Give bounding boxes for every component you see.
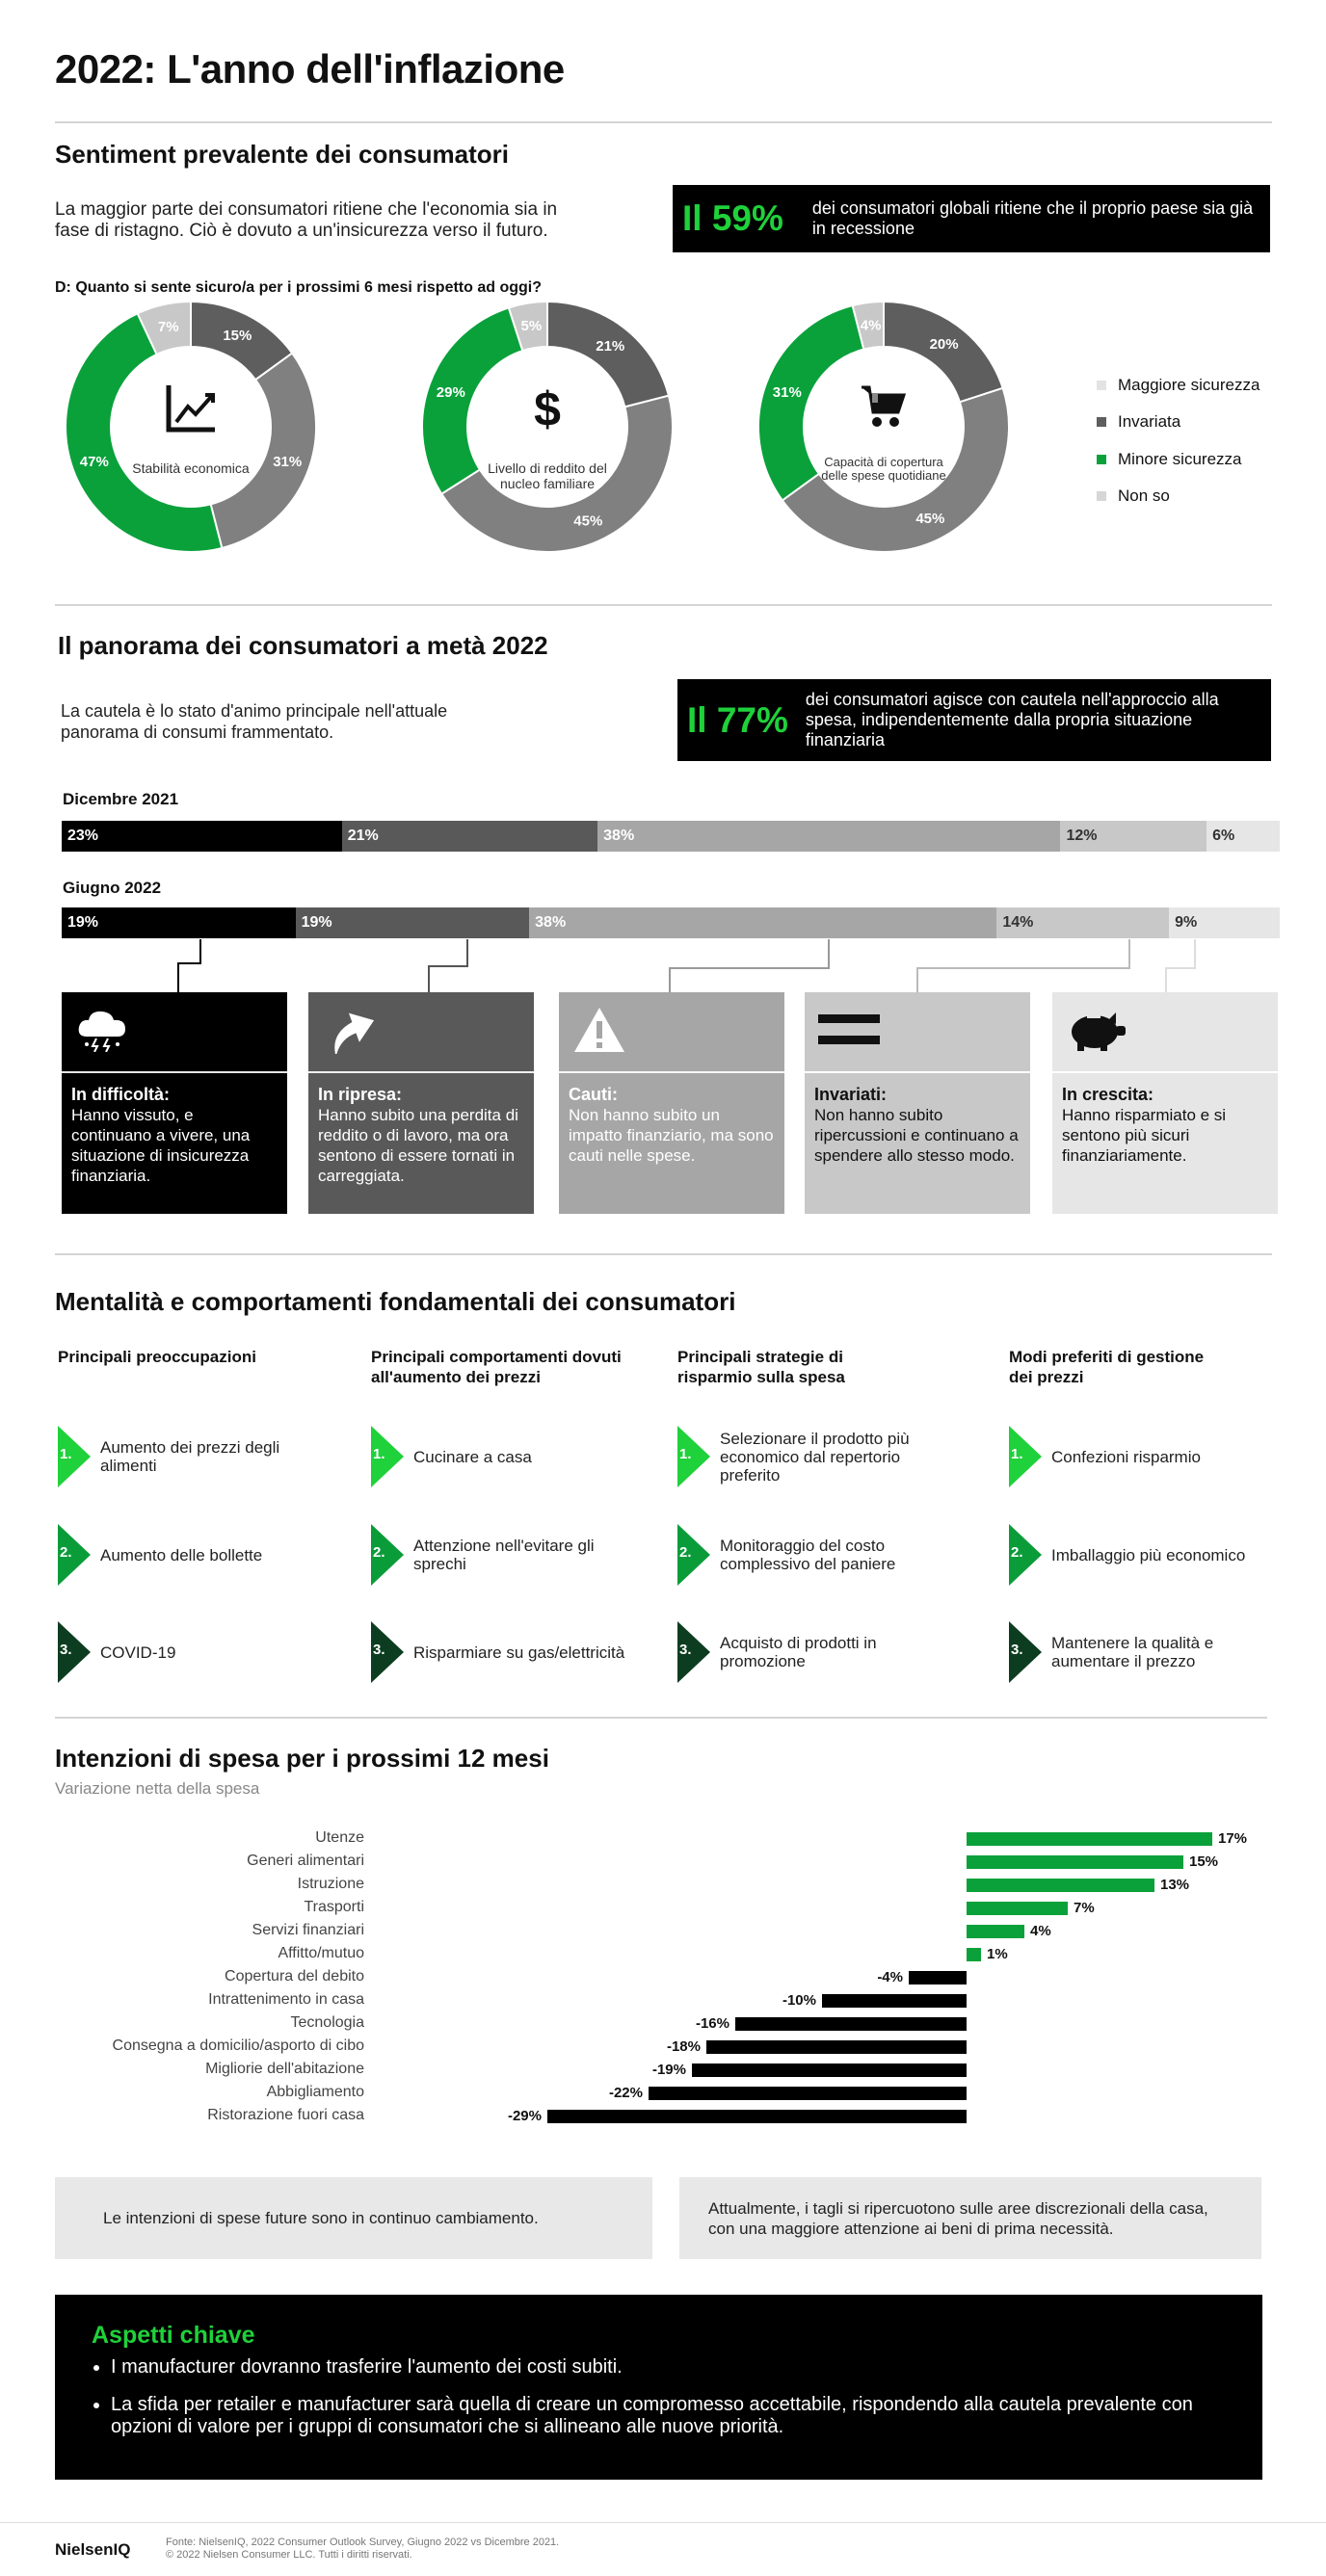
svg-text:$: $ [534,383,561,434]
category-label: Ristorazione fuori casa [207,2107,364,2123]
question: D: Quanto si sente sicuro/a per i prossimi 6 mesi rispetto ad oggi? [55,279,542,296]
source-text: Fonte: NielsenIQ, 2022 Consumer Outlook Survey, Giugno 2022 vs Dicembre 2021. [166,2537,560,2548]
spending-bar [967,1855,1183,1869]
card-title: In difficoltà: [71,1085,170,1104]
card-icon-area [559,992,784,1073]
rank-number: 1. [60,1446,72,1462]
bar-segment: 12% [1060,821,1207,852]
divider [55,1717,1267,1719]
donut-value-label: 4% [860,317,882,334]
donut-value-label: 7% [157,319,179,336]
panorama-intro: La cautela è lo stato d'animo principale nell'attuale panorama di consumi frammentato. [61,701,448,742]
rank-marker [58,1621,91,1683]
value-label: -19% [651,2062,686,2078]
spending-bar [649,2087,967,2100]
rank-text: Acquisto di prodotti in promozione [720,1634,877,1670]
category-label: Migliorie dell'abitazione [205,2061,364,2077]
footer-source [166,2537,559,2562]
category-label: Copertura del debito [225,1968,364,1985]
spending-bar [909,1971,967,1985]
bar-segment: 9% [1169,907,1280,938]
rank-item [1009,1426,1298,1487]
piggy-bank-icon [1066,1007,1127,1058]
column-heading: Principali strategie di risparmio sulla spesa [677,1348,845,1386]
stat-text: dei consumatori globali ritiene che il proprio paese sia già in recessione [811,198,1254,238]
mentality-heading: Mentalità e comportamenti fondamentali dei consumatori [55,1287,736,1316]
rank-marker [1009,1426,1042,1487]
connector-line [917,939,1129,992]
card-description: Hanno risparmiato e si sentono più sicuri finanziariamente. [1062,1106,1227,1165]
stat-value: Il 59% [682,198,783,238]
category-label: Utenze [315,1829,364,1846]
rank-marker [1009,1524,1042,1586]
rank-number: 2. [60,1544,72,1561]
card-title: In crescita: [1062,1085,1154,1104]
rank-item [677,1524,967,1586]
bar-segment: 19% [62,907,296,938]
rank-text: COVID-19 [100,1643,176,1662]
rank-text: Confezioni risparmio [1051,1447,1201,1466]
rank-marker [58,1426,91,1487]
donut-value-label: 31% [273,454,303,471]
value-label: -10% [782,1992,816,2009]
key-points [92,2356,1248,2454]
connector-lines [0,0,1326,1002]
card-description: Hanno vissuto, e continuano a vivere, una situazione di insicurezza finanziaria. [71,1106,251,1185]
rank-text: Cucinare a casa [413,1447,532,1466]
bar-segment: 23% [62,821,342,852]
bar-segment: 21% [342,821,597,852]
category-label: Servizi finanziari [252,1922,364,1938]
key-takeaways-box [55,2295,1262,2480]
value-label: -18% [666,2038,701,2055]
spending-bar [967,1879,1154,1892]
bar-segment: 6% [1207,821,1280,852]
connector-line [178,939,200,992]
arrow-up-icon [322,1006,380,1059]
key-point: • La sfida per retailer e manufacturer sarà quella di creare un compromesso accettabile, rispondendo alla cautela prevalente con opzioni di valore per i gruppi di consumatori che si allineano alle nuove priorità. [111,2394,1248,2438]
category-label: Generi alimentari [247,1853,364,1869]
sentiment-heading: Sentiment prevalente dei consumatori [55,140,510,169]
rank-number: 3. [60,1642,72,1658]
category-label: Consegna a domicilio/asporto di cibo [112,2037,364,2054]
divider [55,1253,1272,1255]
sentiment-intro: La maggior parte dei consumatori ritiene che l'economia sia in fase di ristagno. Ciò è dovuto a un'insicurezza verso il futuro. [55,199,558,241]
category-label: Abbigliamento [266,2084,364,2100]
donut-center-label: Capacità di copertura delle spese quotidiane [821,455,946,483]
consumer-card [308,992,534,1214]
card-description: Non hanno subito un impatto finanziario, ma sono cauti nelle spese. [569,1106,774,1165]
rank-text: Aumento delle bollette [100,1545,263,1564]
card-title: In ripresa: [318,1085,403,1104]
footer-divider [0,2522,1326,2523]
card-title: Invariati: [814,1085,888,1104]
rank-marker [371,1524,404,1586]
bar-segment: 14% [996,907,1169,938]
rank-item [1009,1621,1298,1683]
donut-value-label: 5% [520,317,543,334]
connector-line [670,939,829,992]
rank-number: 3. [1011,1642,1023,1658]
connector-line [1166,939,1195,992]
rank-number: 3. [373,1642,385,1658]
rank-number: 1. [373,1446,385,1462]
note-text: Le intenzioni di spese future sono in continuo cambiamento. [103,2209,539,2227]
card-description: Hanno subito una perdita di reddito o di lavoro, ma ora sentono di essere tornati in carreggiata. [318,1106,518,1185]
spending-bar [967,1902,1068,1915]
rank-item [371,1426,660,1487]
rank-number: 2. [1011,1544,1023,1561]
rank-text: Imballaggio più economico [1051,1545,1246,1564]
rank-marker [677,1426,710,1487]
value-label: 15% [1189,1853,1219,1870]
rank-number: 2. [679,1544,692,1561]
value-label: 13% [1160,1877,1190,1893]
value-label: -29% [507,2108,542,2124]
column-heading: Modi preferiti di gestione dei prezzi [1009,1348,1205,1386]
rank-number: 2. [373,1544,385,1561]
spending-bar [692,2063,967,2077]
legend-label: Non so [1118,486,1170,505]
rank-marker [1009,1621,1042,1683]
spending-heading: Intenzioni di spesa per i prossimi 12 mesi [55,1744,549,1773]
category-label: Tecnologia [290,2014,364,2031]
warning-icon [572,1006,626,1059]
rank-marker [677,1621,710,1683]
rank-marker [677,1524,710,1586]
copyright-text: © 2022 Nielsen Consumer LLC. Tutti i diritti riservati. [166,2549,412,2561]
rank-marker [371,1621,404,1683]
donut-value-label: 45% [573,513,603,530]
category-label: Istruzione [297,1876,364,1892]
value-label: -4% [877,1969,903,1985]
spending-bar [967,1925,1024,1938]
rank-item [371,1524,660,1586]
page-title: 2022: L'anno dell'inflazione [55,46,565,92]
value-label: 4% [1030,1923,1051,1939]
bar-segment: 38% [529,907,996,938]
note-box-right [679,2177,1261,2259]
key-point: • I manufacturer dovranno trasferire l'aumento dei costi subiti. [111,2356,1248,2379]
spending-subheading: Variazione netta della spesa [55,1779,260,1798]
rank-number: 1. [1011,1446,1023,1462]
stat-text: dei consumatori agisce con cautela nell'approccio alla spesa, indipendentemente dalla propria situazione finanziaria [805,690,1219,749]
card-text [308,1073,534,1186]
card-description: Non hanno subito ripercussioni e continuano a spendere allo stesso modo. [814,1106,1019,1165]
consumer-card [1052,992,1278,1214]
consumer-card [62,992,287,1214]
rank-text: Mantenere la qualità e aumentare il prezzo [1051,1634,1214,1670]
legend-label: Minore sicurezza [1118,450,1242,468]
bar-segment: 19% [296,907,530,938]
category-label: Affitto/mutuo [278,1945,364,1961]
rank-text: Monitoraggio del costo complessivo del paniere [720,1537,896,1573]
spending-bar [547,2110,967,2123]
rank-item [58,1426,347,1487]
stat-value: Il 77% [687,699,788,740]
rank-marker [58,1524,91,1586]
rank-item [1009,1524,1298,1586]
panorama-heading: Il panorama dei consumatori a metà 2022 [58,631,548,660]
donut-value-label: 31% [772,383,802,401]
card-icon-area [1052,992,1278,1073]
card-text [1052,1073,1278,1166]
card-title: Cauti: [569,1085,618,1104]
rank-marker [371,1426,404,1487]
spending-bar [735,2017,967,2031]
donut-value-label: 47% [79,454,109,471]
category-label: Intrattenimento in casa [208,1991,364,2008]
spending-bar [706,2040,967,2054]
card-text [559,1073,784,1166]
equals-icon [818,1011,880,1054]
rank-item [371,1621,660,1683]
note-box-left [55,2177,652,2259]
card-text [62,1073,287,1186]
rank-number: 3. [679,1642,692,1658]
bar-label: Dicembre 2021 [63,790,179,808]
value-label: 17% [1218,1830,1248,1847]
bar-label: Giugno 2022 [63,879,162,897]
rank-item [677,1426,967,1487]
value-label: -22% [608,2085,643,2101]
storm-cloud-icon [75,1008,129,1057]
brand-logo: NielsenIQ [55,2540,131,2559]
legend-label: Maggiore sicurezza [1118,376,1260,394]
card-icon-area [805,992,1030,1073]
donut-value-label: 15% [223,328,252,345]
rank-text: Selezionare il prodotto più economico dal repertorio preferito [720,1429,910,1485]
donut-value-label: 21% [596,337,625,355]
connector-line [429,939,467,992]
card-icon-area [62,992,287,1073]
value-label: 1% [987,1946,1008,1962]
donut-center-label: Stabilità economica [132,460,250,476]
rank-text: Aumento dei prezzi degli alimenti [100,1438,280,1475]
spending-bar [967,1832,1212,1846]
bar-segment: 38% [597,821,1060,852]
spending-bar [822,1994,967,2008]
donut-value-label: 29% [436,383,465,401]
key-title: Aspetti chiave [92,2322,255,2349]
column-heading: Principali comportamenti dovuti all'aumento dei prezzi [371,1348,622,1386]
donut-center-label: Livello di reddito del nucleo familiare [488,460,607,491]
card-text [805,1073,1030,1166]
value-label: 7% [1074,1900,1095,1916]
rank-item [58,1621,347,1683]
rank-number: 1. [679,1446,692,1462]
rank-item [58,1524,347,1586]
donut-value-label: 20% [929,335,959,353]
spending-bar [967,1948,981,1961]
consumer-card [559,992,784,1214]
column-heading: Principali preoccupazioni [58,1348,256,1366]
note-text: Attualmente, i tagli si ripercuotono sulle aree discrezionali della casa, con una maggiore attenzione ai beni di prima necessità. [708,2198,1208,2238]
consumer-card [805,992,1030,1214]
donut-value-label: 45% [915,510,945,527]
card-icon-area [308,992,534,1073]
value-label: -16% [695,2015,729,2032]
rank-item [677,1621,967,1683]
legend-label: Invariata [1118,412,1181,431]
category-label: Trasporti [304,1899,364,1915]
rank-text: Attenzione nell'evitare gli sprechi [413,1537,595,1573]
rank-text: Risparmiare su gas/elettricità [413,1643,625,1662]
